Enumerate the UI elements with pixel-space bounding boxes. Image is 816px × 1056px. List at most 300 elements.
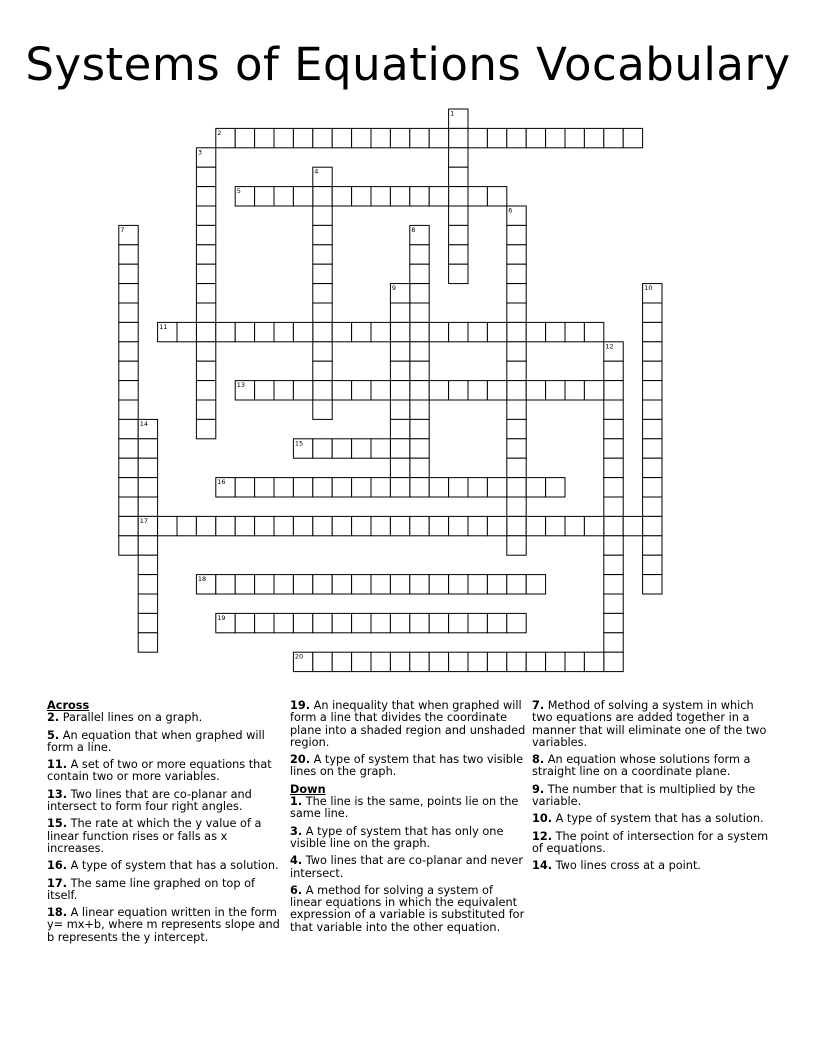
clue-number-1: 1 (450, 109, 455, 118)
grid-cell (313, 342, 332, 361)
grid-cell (410, 478, 429, 497)
grid-cell (507, 322, 526, 341)
grid-cell (371, 478, 390, 497)
grid-cell (449, 264, 468, 283)
clue-across-15: 15. The rate at which the y value of a linear function rises or falls as x increases. (47, 817, 262, 855)
clue-number-17: 17 (139, 516, 148, 525)
grid-cell (332, 187, 351, 206)
grid-cell (643, 342, 662, 361)
grid-cell (604, 400, 623, 419)
grid-cell (255, 128, 274, 147)
grid-cell (565, 381, 584, 400)
grid-cell (196, 400, 215, 419)
grid-cell (390, 419, 409, 438)
grid-cell (507, 497, 526, 516)
grid-cell (507, 458, 526, 477)
grid-cell (507, 381, 526, 400)
grid-cell (274, 575, 293, 594)
grid-cell (390, 322, 409, 341)
grid-cell (449, 128, 468, 147)
clue-number-20: 20 (294, 652, 304, 661)
grid-cell (293, 575, 312, 594)
grid-cell (468, 516, 487, 535)
grid-cell (507, 652, 526, 671)
grid-cell (449, 652, 468, 671)
grid-cell (643, 497, 662, 516)
clue-number-11: 11 (159, 322, 168, 331)
grid-cell (332, 652, 351, 671)
clue-down-1: 1. The line is the same, points lie on the same line. (290, 795, 519, 821)
clue-down-12: 12. The point of intersection for a system of equations. (532, 829, 769, 855)
grid-cell (274, 478, 293, 497)
grid-cell (313, 264, 332, 283)
grid-cell (507, 536, 526, 555)
grid-cell (158, 516, 177, 535)
grid-cell (429, 187, 448, 206)
clue-number-13: 13 (236, 381, 245, 390)
grid-cell (429, 128, 448, 147)
grid-cell (604, 555, 623, 574)
grid-cell (274, 613, 293, 632)
grid-cell (313, 245, 332, 264)
grid-cell (526, 575, 545, 594)
clue-across-16: 16. A type of system that has a solution. (47, 859, 279, 873)
grid-cell (429, 381, 448, 400)
grid-cell (274, 516, 293, 535)
grid-cell (604, 594, 623, 613)
grid-cell (487, 381, 506, 400)
grid-cell (255, 322, 274, 341)
grid-cell (138, 575, 157, 594)
grid-cell (235, 128, 254, 147)
clue-down-8: 8. An equation whose solutions form a straight line on a coordinate plane. (532, 753, 751, 779)
grid-cell (196, 516, 215, 535)
across-heading: Across (47, 699, 90, 712)
grid-cell (604, 536, 623, 555)
grid-cell (352, 652, 371, 671)
grid-cell (313, 613, 332, 632)
grid-cell (255, 478, 274, 497)
grid-cell (604, 516, 623, 535)
grid-cell (119, 439, 138, 458)
grid-cell (526, 516, 545, 535)
grid-cell (604, 478, 623, 497)
grid-cell (468, 381, 487, 400)
grid-cell (119, 361, 138, 380)
grid-cell (313, 322, 332, 341)
clue-down-7: 7. Method of solving a system in which two equations are added together in a manner that will eliminate one of the two variables. (532, 699, 767, 749)
grid-cell (410, 400, 429, 419)
grid-cell (584, 322, 603, 341)
grid-cell (119, 303, 138, 322)
grid-cell (584, 128, 603, 147)
grid-cell (313, 575, 332, 594)
grid-cell (507, 303, 526, 322)
grid-cell (410, 187, 429, 206)
grid-cell (216, 322, 235, 341)
grid-cell (119, 497, 138, 516)
grid-cell (507, 264, 526, 283)
grid-cell (526, 652, 545, 671)
clue-across-11: 11. A set of two or more equations that contain two or more variables. (47, 758, 272, 784)
grid-cell (119, 458, 138, 477)
grid-cell (449, 613, 468, 632)
grid-cell (604, 613, 623, 632)
grid-cell (410, 284, 429, 303)
grid-cell (449, 381, 468, 400)
grid-cell (138, 555, 157, 574)
grid-cell (235, 478, 254, 497)
grid-cell (119, 342, 138, 361)
clue-down-4: 4. Two lines that are co-planar and never intersect. (290, 854, 523, 880)
grid-cell (255, 516, 274, 535)
grid-cell (196, 361, 215, 380)
grid-cell (313, 381, 332, 400)
grid-cell (332, 516, 351, 535)
grid-cell (584, 381, 603, 400)
grid-cell (352, 516, 371, 535)
clue-number-18: 18 (197, 575, 207, 584)
grid-cell (429, 322, 448, 341)
grid-cell (196, 342, 215, 361)
clue-number-3: 3 (197, 148, 203, 157)
grid-cell (390, 128, 409, 147)
grid-cell (313, 439, 332, 458)
grid-cell (313, 516, 332, 535)
grid-cell (235, 575, 254, 594)
grid-cell (255, 613, 274, 632)
grid-cell (332, 439, 351, 458)
grid-cell (138, 633, 157, 652)
grid-cell (390, 458, 409, 477)
grid-cell (507, 400, 526, 419)
grid-cell (390, 439, 409, 458)
grid-cell (643, 419, 662, 438)
grid-cell (196, 206, 215, 225)
grid-cell (565, 322, 584, 341)
clue-column-1 (47, 700, 283, 949)
clue-number-7: 7 (120, 225, 125, 234)
grid-cell (584, 652, 603, 671)
grid-cell (410, 613, 429, 632)
grid-cell (449, 516, 468, 535)
grid-cell (468, 652, 487, 671)
grid-cell (468, 322, 487, 341)
grid-cell (196, 167, 215, 186)
clue-across-13: 13. Two lines that are co-planar and intersect to form four right angles. (47, 787, 252, 814)
grid-cell (429, 613, 448, 632)
grid-cell (410, 342, 429, 361)
grid-cell (196, 419, 215, 438)
grid-cell (507, 361, 526, 380)
clue-down-14: 14. Two lines cross at a point. (532, 859, 701, 873)
grid-cell (410, 439, 429, 458)
grid-cell (604, 381, 623, 400)
grid-cell (138, 458, 157, 477)
grid-cell (119, 536, 138, 555)
grid-cell (410, 458, 429, 477)
grid-cell (196, 322, 215, 341)
grid-cell (546, 128, 565, 147)
grid-cell (390, 575, 409, 594)
grid-cell (643, 303, 662, 322)
grid-cell (313, 400, 332, 419)
grid-cell (487, 187, 506, 206)
grid-cell (449, 575, 468, 594)
grid-cell (196, 381, 215, 400)
grid-cell (196, 225, 215, 244)
grid-cell (216, 516, 235, 535)
grid-cell (604, 419, 623, 438)
grid-cell (255, 381, 274, 400)
clue-number-8: 8 (411, 225, 416, 234)
grid-cell (352, 439, 371, 458)
clue-number-16: 16 (217, 478, 226, 487)
grid-cell (507, 284, 526, 303)
grid-cell (507, 575, 526, 594)
grid-cell (216, 575, 235, 594)
clue-number-10: 10 (644, 284, 653, 293)
grid-cell (449, 167, 468, 186)
grid-cell (410, 361, 429, 380)
grid-cell (313, 361, 332, 380)
clue-down-6: 6. A method for solving a system of linear equations in which the equivalent expression of a variable is substituted for that variable into the other equation. (290, 883, 525, 934)
clue-down-10: 10. A type of system that has a solution. (532, 812, 764, 826)
grid-cell (177, 322, 196, 341)
grid-cell (352, 478, 371, 497)
grid-cell (507, 225, 526, 244)
grid-cell (429, 516, 448, 535)
grid-cell (352, 613, 371, 632)
grid-cell (410, 303, 429, 322)
grid-cell (449, 322, 468, 341)
grid-cell (643, 361, 662, 380)
grid-cell (293, 478, 312, 497)
grid-cell (410, 322, 429, 341)
grid-cell (293, 613, 312, 632)
grid-cell (371, 652, 390, 671)
grid-cell (371, 613, 390, 632)
grid-cell (119, 264, 138, 283)
grid-cell (119, 245, 138, 264)
grid-cell (313, 187, 332, 206)
grid-cell (196, 187, 215, 206)
grid-cell (429, 652, 448, 671)
clue-number-12: 12 (605, 342, 614, 351)
grid-cell (449, 225, 468, 244)
grid-cell (332, 478, 351, 497)
grid-cell (604, 497, 623, 516)
grid-cell (410, 652, 429, 671)
grid-cell (119, 516, 138, 535)
grid-cell (468, 478, 487, 497)
grid-cell (119, 381, 138, 400)
grid-cell (390, 516, 409, 535)
page-title: Systems of Equations Vocabulary (25, 38, 791, 91)
grid-cell (410, 128, 429, 147)
grid-cell (138, 594, 157, 613)
grid-cell (546, 381, 565, 400)
grid-cell (196, 264, 215, 283)
grid-cell (507, 478, 526, 497)
grid-cell (274, 187, 293, 206)
grid-cell (507, 613, 526, 632)
grid-cell (429, 478, 448, 497)
grid-cell (371, 439, 390, 458)
grid-cell (643, 555, 662, 574)
grid-cell (255, 187, 274, 206)
grid-cell (293, 187, 312, 206)
grid-cell (255, 575, 274, 594)
grid-cell (623, 128, 642, 147)
grid-cell (390, 400, 409, 419)
grid-cell (313, 303, 332, 322)
grid-cell (546, 516, 565, 535)
grid-cell (390, 613, 409, 632)
grid-cell (526, 478, 545, 497)
grid-cell (487, 575, 506, 594)
grid-cell (643, 575, 662, 594)
grid-cell (410, 516, 429, 535)
clue-number-6: 6 (508, 206, 513, 215)
grid-cell (604, 633, 623, 652)
grid-cell (643, 439, 662, 458)
grid-cell (468, 575, 487, 594)
grid-cell (390, 381, 409, 400)
clue-down-3: 3. A type of system that has only one visible line on the graph. (290, 824, 504, 850)
grid-cell (604, 652, 623, 671)
grid-cell (390, 187, 409, 206)
grid-cell (565, 516, 584, 535)
clue-column-3 (532, 700, 772, 878)
grid-cell (352, 187, 371, 206)
grid-cell (487, 516, 506, 535)
grid-cell (643, 322, 662, 341)
grid-cell (410, 245, 429, 264)
grid-cell (235, 613, 254, 632)
grid-cell (604, 458, 623, 477)
grid-cell (604, 575, 623, 594)
grid-cell (565, 128, 584, 147)
grid-cell (507, 245, 526, 264)
grid-cell (643, 400, 662, 419)
grid-cell (274, 128, 293, 147)
grid-cell (410, 264, 429, 283)
grid-cell (313, 478, 332, 497)
grid-cell (468, 128, 487, 147)
clue-across-19: 19. An inequality that when graphed will form a line that divides the coordinate plane into a shaded region and unshaded region. (290, 699, 526, 749)
grid-cell (487, 613, 506, 632)
grid-cell (584, 516, 603, 535)
grid-cell (293, 516, 312, 535)
grid-cell (507, 128, 526, 147)
grid-cell (119, 478, 138, 497)
grid-cell (390, 652, 409, 671)
grid-cell (119, 284, 138, 303)
grid-cell (507, 516, 526, 535)
grid-cell (313, 225, 332, 244)
grid-cell (332, 613, 351, 632)
grid-cell (371, 322, 390, 341)
grid-cell (468, 187, 487, 206)
grid-cell (526, 322, 545, 341)
clue-across-2: 2. Parallel lines on a graph. (47, 711, 203, 725)
grid-cell (643, 458, 662, 477)
grid-cell (410, 575, 429, 594)
grid-cell (487, 128, 506, 147)
grid-cell (371, 381, 390, 400)
grid-cell (429, 575, 448, 594)
clue-number-4: 4 (314, 167, 319, 176)
grid-cell (371, 187, 390, 206)
grid-cell (643, 536, 662, 555)
clue-across-5: 5. An equation that when graphed will form a line. (47, 728, 265, 754)
grid-cell (623, 516, 642, 535)
grid-cell (293, 322, 312, 341)
down-heading: Down (290, 782, 326, 796)
grid-cell (449, 187, 468, 206)
grid-cell (449, 206, 468, 225)
grid-cell (138, 478, 157, 497)
grid-cell (274, 381, 293, 400)
grid-cell (449, 245, 468, 264)
grid-cell (138, 613, 157, 632)
grid-cell (332, 575, 351, 594)
grid-cell (138, 439, 157, 458)
grid-cell (119, 400, 138, 419)
grid-cell (487, 652, 506, 671)
clue-down-9: 9. The number that is multiplied by the variable. (532, 782, 756, 809)
grid-cell (546, 652, 565, 671)
grid-cell (410, 381, 429, 400)
grid-cell (352, 128, 371, 147)
grid-cell (293, 381, 312, 400)
grid-cell (196, 245, 215, 264)
clue-number-2: 2 (217, 128, 222, 137)
clue-number-5: 5 (236, 187, 241, 196)
grid-cell (138, 497, 157, 516)
grid-cell (487, 478, 506, 497)
grid-cell (604, 439, 623, 458)
grid-cell (604, 361, 623, 380)
grid-cell (293, 128, 312, 147)
grid-cell (643, 516, 662, 535)
grid-cell (546, 478, 565, 497)
clue-across-20: 20. A type of system that has two visible lines on the graph. (290, 753, 524, 779)
grid-cell (565, 652, 584, 671)
clue-number-15: 15 (294, 439, 304, 448)
grid-cell (410, 419, 429, 438)
grid-cell (507, 342, 526, 361)
grid-cell (313, 128, 332, 147)
grid-cell (313, 206, 332, 225)
clue-number-9: 9 (391, 284, 397, 293)
grid-cell (352, 381, 371, 400)
grid-cell (352, 322, 371, 341)
grid-cell (177, 516, 196, 535)
grid-cell (643, 478, 662, 497)
clue-column-2 (290, 700, 526, 939)
grid-cell (546, 322, 565, 341)
grid-cell (371, 516, 390, 535)
grid-cell (390, 361, 409, 380)
grid-cell (196, 303, 215, 322)
grid-cell (507, 439, 526, 458)
grid-cell (371, 128, 390, 147)
grid-cell (119, 322, 138, 341)
grid-cell (138, 536, 157, 555)
clue-across-18: 18. A linear equation written in the form y= mx+b, where m represents slope and b represents the y intercept. (47, 906, 280, 944)
